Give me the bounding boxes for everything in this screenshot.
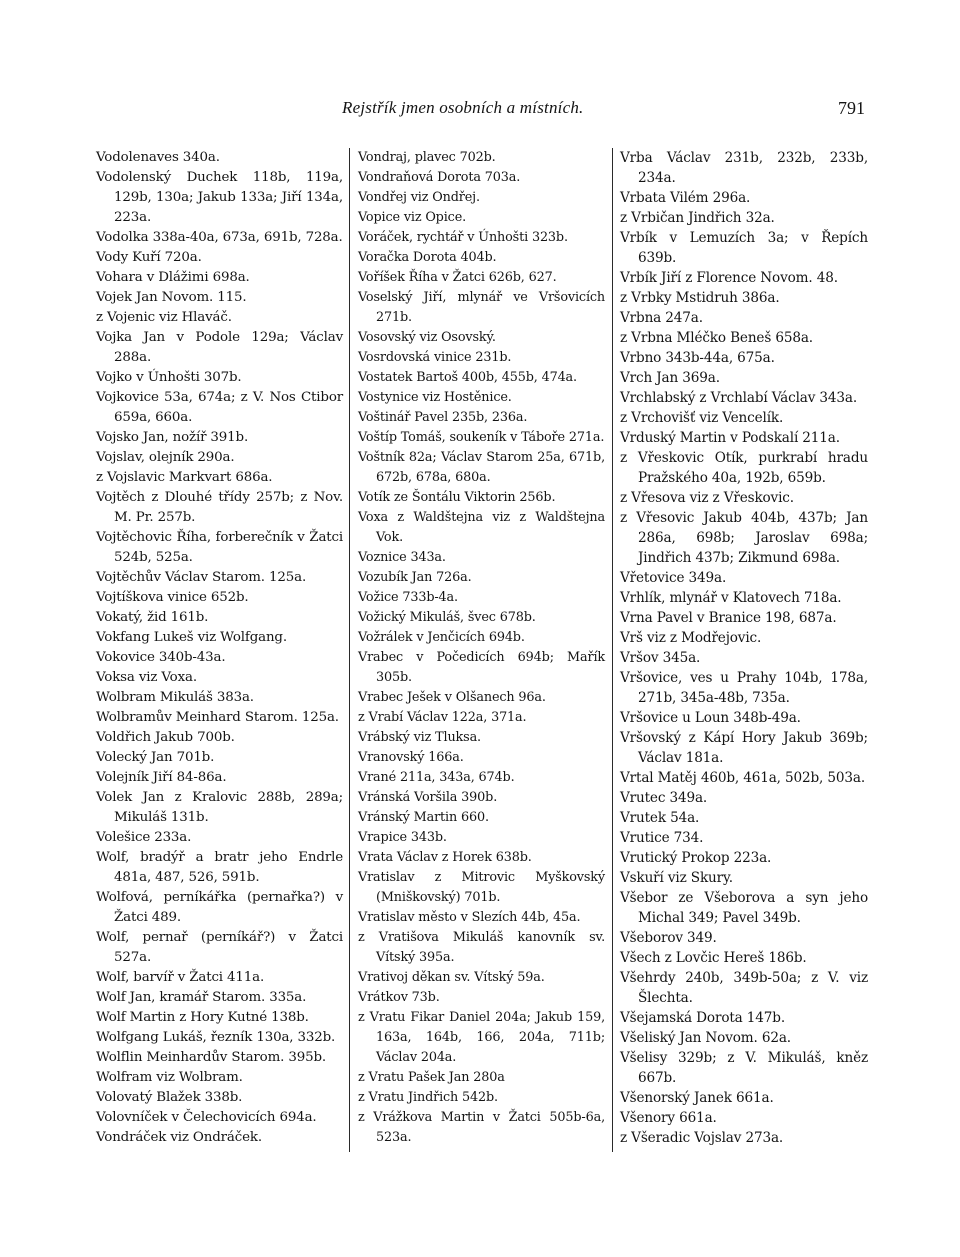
index-entry: Wolflin Meinhardův Starom. 395b. bbox=[96, 1050, 326, 1065]
index-entry: Vosovský viz Osovský. bbox=[358, 330, 496, 345]
index-entry: Vrapice 343b. bbox=[358, 830, 447, 845]
index-entry: Vozubík Jan 726a. bbox=[358, 570, 472, 585]
index-entry: Všeliský Jan Novom. 62a. bbox=[620, 1030, 791, 1046]
index-entry: Vratislav město v Slezích 44b, 45a. bbox=[358, 910, 581, 925]
column-divider-2 bbox=[612, 148, 613, 1152]
index-entry: Vodolenský Duchek 118b, 119a, 129b, 130a; Jakub 133a; Jiří 134a, 223a. bbox=[96, 170, 343, 225]
index-entry: z Vřeskovic Otík, purkrabí hradu Pražského 40a, 192b, 659b. bbox=[620, 450, 868, 486]
index-entry: Vrš viz z Modřejovic. bbox=[620, 630, 762, 646]
index-entry: Vrbík v Lemuzích 3a; v Řepích 639b. bbox=[620, 230, 868, 266]
index-entry: z Vrchovišť viz Vencelík. bbox=[620, 410, 784, 426]
index-entry: Vokatý, žid 161b. bbox=[96, 610, 209, 625]
index-entry: Wolfram viz Wolbram. bbox=[96, 1070, 243, 1085]
index-entry: Vojka Jan v Podole 129a; Václav 288a. bbox=[96, 330, 343, 365]
index-entry: Vskuří viz Skury. bbox=[620, 870, 733, 886]
index-entry: Vožrálek v Jenčicích 694b. bbox=[358, 630, 525, 645]
index-entry: Všelisy 329b; z V. Mikuláš, kněz 667b. bbox=[620, 1050, 868, 1086]
index-entry: Vrchlabský z Vrchlabí Václav 343a. bbox=[620, 390, 858, 406]
index-entry: Vojko v Únhošti 307b. bbox=[96, 370, 242, 385]
index-entry: Voštník 82a; Václav Starom 25a, 671b, 672b, 678a, 680a. bbox=[358, 450, 605, 485]
index-entry: Vrátkov 73b. bbox=[358, 990, 440, 1005]
index-entry: Vrbík Jiří z Florence Novom. 48. bbox=[620, 270, 838, 286]
index-entry: z Vrbky Mstidruh 386a. bbox=[620, 290, 780, 306]
index-entry: Vrativoj děkan sv. Vítský 59a. bbox=[358, 970, 545, 985]
index-entry: Vojslav, olejník 290a. bbox=[96, 450, 235, 465]
index-entry: Voráček, rychtář v Únhošti 323b. bbox=[358, 230, 568, 245]
page-number: 791 bbox=[838, 98, 865, 118]
index-entry: Vrutice 734. bbox=[620, 830, 704, 846]
index-entry: Vojek Jan Novom. 115. bbox=[96, 290, 247, 305]
index-entry: Volek Jan z Kralovic 288b, 289a; Mikuláš 131b. bbox=[96, 790, 343, 825]
index-entry: Volovatý Blažek 338b. bbox=[96, 1090, 243, 1105]
index-entry: Vršov 345a. bbox=[620, 650, 701, 666]
index-entry: Vrabec Ješek v Olšanech 96a. bbox=[358, 690, 546, 705]
index-entry: z Vrabí Václav 122a, 371a. bbox=[358, 710, 527, 725]
running-title: Rejstřík jmen osobních a místních. bbox=[342, 98, 584, 117]
index-entry: Volovníček v Čelechovicích 694a. bbox=[96, 1110, 317, 1125]
index-entry: Vrch Jan 369a. bbox=[620, 370, 720, 386]
index-entry: Vrduský Martin v Podskalí 211a. bbox=[620, 430, 840, 446]
index-entry: Vrané 211a, 343a, 674b. bbox=[358, 770, 515, 785]
index-entry: Vojkovice 53a, 674a; z V. Nos Ctibor 659a, 660a. bbox=[96, 390, 343, 425]
index-entry: Voříšek Říha v Žatci 626b, 627. bbox=[358, 270, 557, 285]
index-entry: Vopice viz Opice. bbox=[358, 210, 467, 225]
index-entry: Vojtěchův Václav Starom. 125a. bbox=[96, 570, 307, 585]
index-entry: Vojsko Jan, nožíř 391b. bbox=[96, 430, 249, 445]
index-entry: Wolf, barvíř v Žatci 411a. bbox=[96, 970, 265, 985]
index-entry: z Vřesovic Jakub 404b, 437b; Jan 286a, 698b; Jaroslav 698a; Jindřich 437b; Zikmund 698a. bbox=[620, 510, 868, 566]
index-entry: Vršovice u Loun 348b-49a. bbox=[620, 710, 801, 726]
index-entry: Vršovský z Kápí Hory Jakub 369b; Václav 181a. bbox=[620, 730, 868, 766]
index-entry: Vondraňová Dorota 703a. bbox=[358, 170, 521, 185]
index-column-2 bbox=[358, 148, 605, 1148]
index-entry: Vokovice 340b-43a. bbox=[96, 650, 226, 665]
index-column-3 bbox=[620, 148, 868, 1148]
index-entry: Vojtěchovic Říha, forberečník v Žatci 524b, 525a. bbox=[96, 530, 343, 565]
index-entry: Voštíp Tomáš, soukeník v Táboře 271a. bbox=[358, 430, 605, 445]
index-entry: Wolbramův Meinhard Starom. 125a. bbox=[96, 710, 339, 725]
index-entry: Votík ze Šontálu Viktorin 256b. bbox=[358, 490, 556, 505]
index-entry: Vršovice, ves u Prahy 104b, 178a, 271b, 345a-48b, 735a. bbox=[620, 670, 868, 706]
index-entry: Všebor ze Všeborova a syn jeho Michal 349; Pavel 349b. bbox=[620, 890, 868, 926]
index-entry: Vožický Mikuláš, švec 678b. bbox=[358, 610, 536, 625]
column-divider-1 bbox=[349, 148, 350, 1152]
index-entry: Voznice 343a. bbox=[358, 550, 446, 565]
index-entry: Voldřich Jakub 700b. bbox=[96, 730, 235, 745]
index-entry: z Všeradic Vojslav 273a. bbox=[620, 1130, 784, 1146]
index-entry: z Vratišova Mikuláš kanovník sv. Vítský 395a. bbox=[358, 930, 605, 965]
index-entry: Wolf Jan, kramář Starom. 335a. bbox=[96, 990, 307, 1005]
index-column-1 bbox=[96, 148, 343, 1148]
index-entry: Vrata Václav z Horek 638b. bbox=[358, 850, 532, 865]
index-entry: Vrbata Vilém 296a. bbox=[620, 190, 751, 206]
index-entry: Voksa viz Voxa. bbox=[96, 670, 197, 685]
index-entry: Všech z Lovčic Hereš 186b. bbox=[620, 950, 807, 966]
index-entry: Vostatek Bartoš 400b, 455b, 474a. bbox=[358, 370, 577, 385]
index-entry: Vodolenaves 340a. bbox=[96, 150, 220, 165]
index-entry: Vrutek 54a. bbox=[620, 810, 700, 826]
index-entry: Vrtal Matěj 460b, 461a, 502b, 503a. bbox=[620, 770, 866, 786]
index-entry: Voštinář Pavel 235b, 236a. bbox=[358, 410, 528, 425]
running-head bbox=[0, 98, 960, 120]
index-entry: Vrhlík, mlynář v Klatovech 718a. bbox=[620, 590, 842, 606]
index-entry: Volejník Jiří 84-86a. bbox=[96, 770, 227, 785]
index-entry: z Vojslavic Markvart 686a. bbox=[96, 470, 273, 485]
index-entry: z Vrbna Mléčko Beneš 658a. bbox=[620, 330, 813, 346]
index-entry: Vosrdovská vinice 231b. bbox=[358, 350, 512, 365]
index-entry: Vrutec 349a. bbox=[620, 790, 708, 806]
index-entry: Vrna Pavel v Branice 198, 687a. bbox=[620, 610, 837, 626]
index-entry: Všeborov 349. bbox=[620, 930, 717, 946]
index-entry: Všejamská Dorota 147b. bbox=[620, 1010, 786, 1026]
index-entry: Vrutický Prokop 223a. bbox=[620, 850, 772, 866]
index-entry: Vostynice viz Hostěnice. bbox=[358, 390, 512, 405]
index-entry: Vojtíškova vinice 652b. bbox=[96, 590, 249, 605]
index-entry: z Vrážkova Martin v Žatci 505b-6a, 523a. bbox=[358, 1110, 605, 1145]
index-entry: Všenorský Janek 661a. bbox=[620, 1090, 774, 1106]
index-entry: Voselský Jiří, mlynář ve Vršovicích 271b. bbox=[358, 290, 605, 325]
index-entry: Vrba Václav 231b, 232b, 233b, 234a. bbox=[620, 150, 868, 186]
index-entry: z Vrbičan Jindřich 32a. bbox=[620, 210, 775, 226]
index-entry: Volešice 233a. bbox=[96, 830, 192, 845]
index-entry: Vodolka 338a-40a, 673a, 691b, 728a. bbox=[96, 230, 343, 245]
index-entry: Vondráček viz Ondráček. bbox=[96, 1130, 262, 1145]
index-entry: Vrbno 343b-44a, 675a. bbox=[620, 350, 775, 366]
index-entry: Vránská Voršila 390b. bbox=[358, 790, 498, 805]
index-entry: z Vratu Fikar Daniel 204a; Jakub 159, 163a, 164b, 166, 204a, 711b; Václav 204a. bbox=[358, 1010, 605, 1065]
index-entry: Vrabec v Počedicích 694b; Mařík 305b. bbox=[358, 650, 605, 685]
index-entry: z Vratu Pašek Jan 280a bbox=[358, 1070, 505, 1085]
index-entry: Vojtěch z Dlouhé třídy 257b; z Nov. M. Pr. 257b. bbox=[96, 490, 343, 525]
index-entry: Vondraj, plavec 702b. bbox=[358, 150, 496, 165]
index-entry: Vratislav z Mitrovic Myškovský (Mniškovský) 701b. bbox=[358, 870, 605, 905]
index-entry: Vody Kuří 720a. bbox=[96, 250, 202, 265]
index-entry: Wolf Martin z Hory Kutné 138b. bbox=[96, 1010, 309, 1025]
index-entry: Vrábský viz Tluksa. bbox=[358, 730, 481, 745]
index-entry: Vrbna 247a. bbox=[620, 310, 703, 326]
index-entry: Volecký Jan 701b. bbox=[96, 750, 215, 765]
index-entry: Vokfang Lukeš viz Wolfgang. bbox=[96, 630, 287, 645]
index-entry: Všenory 661a. bbox=[620, 1110, 717, 1126]
index-entry: Wolf, pernař (perníkář?) v Žatci 527a. bbox=[96, 930, 343, 965]
index-entry: Wolfová, perníkářka (pernařka?) v Žatci 489. bbox=[96, 890, 343, 925]
index-entry: Wolfgang Lukáš, řezník 130a, 332b. bbox=[96, 1030, 336, 1045]
index-entry: Voračka Dorota 404b. bbox=[358, 250, 497, 265]
index-entry: Všehrdy 240b, 349b-50a; z V. viz Šlechta. bbox=[620, 970, 868, 1006]
index-entry: Vohara v Dlážimi 698a. bbox=[96, 270, 250, 285]
index-entry: Vranovský 166a. bbox=[358, 750, 464, 765]
index-entry: Voxa z Waldštejna viz z Waldštejna Vok. bbox=[358, 510, 605, 545]
index-entry: z Vratu Jindřich 542b. bbox=[358, 1090, 498, 1105]
index-entry: Wolbram Mikuláš 383a. bbox=[96, 690, 254, 705]
index-entry: Vožice 733b-4a. bbox=[358, 590, 458, 605]
index-entry: z Vřesova viz z Vřeskovic. bbox=[620, 490, 794, 506]
index-entry: Vondřej viz Ondřej. bbox=[358, 190, 480, 205]
index-entry: Wolf, bradýř a bratr jeho Endrle 481a, 487, 526, 591b. bbox=[96, 850, 343, 885]
index-entry: Vránský Martin 660. bbox=[358, 810, 489, 825]
index-entry: z Vojenic viz Hlaváč. bbox=[96, 310, 232, 325]
index-entry: Vřetovice 349a. bbox=[620, 570, 727, 586]
